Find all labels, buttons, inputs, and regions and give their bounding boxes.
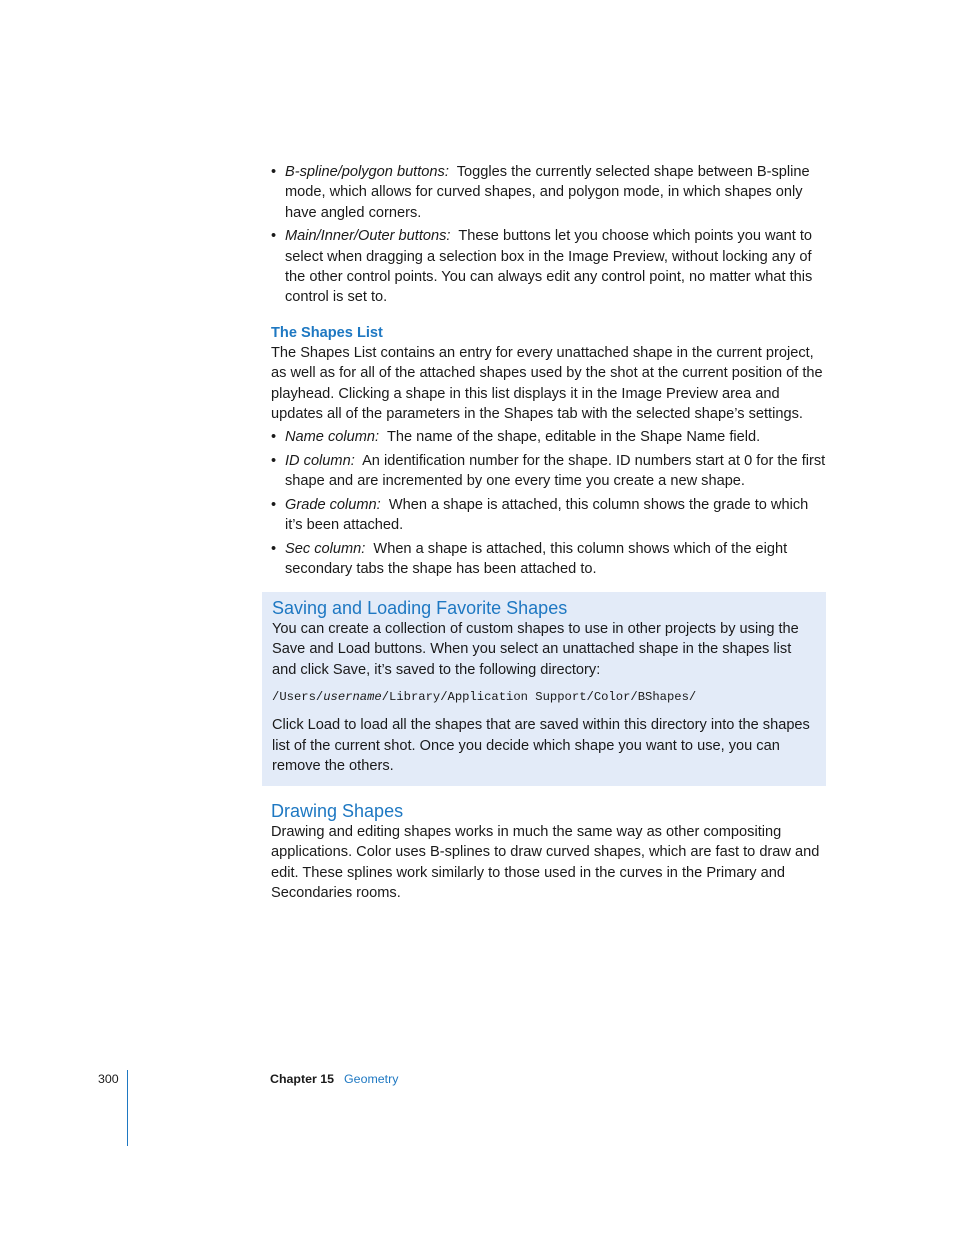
bullet-text: The name of the shape, editable in the Shape Name field.	[386, 429, 761, 446]
path-suffix: /Library/Application Support/Color/BShapes/	[381, 690, 697, 705]
drawing-shapes-section	[271, 800, 827, 904]
page-number: 300	[98, 1072, 119, 1086]
chapter-footer	[270, 1072, 398, 1086]
bullet-text: When a shape is attached, this column shows which of the eight secondary tabs the shape has been attached to.	[285, 540, 788, 577]
chapter-label: Chapter 15	[270, 1072, 335, 1086]
list-item: • Main/Inner/Outer buttons: These buttons let you choose which points you want to select when dragging a selection box in the Image Preview, without locking any of the other control points. You can always edit any control point, no matter what this control is set to.	[271, 228, 813, 306]
drawing-shapes-para: Drawing and editing shapes works in much the same way as other compositing applications. Color uses B-splines to draw curved shapes, which are fast to draw and edit. These splines work similarly to those used in the curves in the Primary and Secondaries rooms.	[271, 824, 820, 902]
list-item: • Sec column: When a shape is attached, this column shows which of the eight secondary tabs the shape has been attached to.	[271, 540, 788, 577]
saving-shapes-callout	[262, 592, 826, 786]
saving-shapes-para: You can create a collection of custom shapes to use in other projects by using the Save and Load buttons. When you select an unattached shape in the shapes list and click Save, it’s saved to the following directory:	[272, 621, 799, 678]
footer-divider	[127, 1070, 128, 1146]
bullet-term: Sec column:	[285, 540, 366, 557]
bullet-term: ID column:	[285, 452, 355, 469]
bullet-term: Main/Inner/Outer buttons:	[285, 228, 451, 245]
list-item: • Name column: The name of the shape, editable in the Shape Name field.	[271, 429, 761, 446]
button-descriptions-list	[271, 162, 827, 308]
load-shapes-para: Click Load to load all the shapes that are saved within this directory into the shapes list of the current shot. Once you decide which shape you want to use, you can remove the others.	[272, 717, 810, 775]
bullet-term: Name column:	[285, 429, 380, 446]
bullet-term: Grade column:	[285, 496, 381, 513]
page-content	[271, 162, 827, 582]
path-prefix: /Users/	[272, 690, 324, 705]
list-item: • ID column: An identification number for the shape. ID numbers start at 0 for the first shape and are incremented by one every time you create a new shape.	[271, 452, 826, 490]
list-item: • B-spline/polygon buttons: Toggles the currently selected shape between B-spline mode, which allows for curved shapes, and polygon mode, in which shapes only have angled corners.	[271, 164, 810, 221]
bullet-text: Toggles the currently selected shape between B-spline mode, which allows for curved shapes, and polygon mode, in which shapes only have angled corners.	[285, 164, 810, 221]
bullet-term: B-spline/polygon buttons:	[285, 164, 449, 180]
list-item: • Grade column: When a shape is attached, this column shows the grade to which it’s been attached.	[271, 496, 809, 534]
shapes-list-intro: The Shapes List contains an entry for every unattached shape in the current project, as well as for all of the attached shapes used by the shot at the current position of the playhead. Clicking a shape in this list displays it in the Image Preview area and updates all of the parameters in the Shapes tab with the selected shape’s settings.	[271, 344, 823, 423]
bullet-text: An identification number for the shape. ID numbers start at 0 for the first shape and are incremented by one every time you create a new shape.	[285, 452, 826, 490]
shapes-list-heading: The Shapes List	[271, 324, 383, 341]
path-username: username	[323, 690, 382, 705]
column-descriptions-list	[271, 427, 827, 579]
chapter-title: Geometry	[344, 1072, 399, 1086]
bullet-text: These buttons let you choose which points you want to select when dragging a selection box in the Image Preview, without locking any of the other control points. You can always edit any control point, no matter what this control is set to.	[285, 228, 813, 306]
bullet-text: When a shape is attached, this column shows the grade to which it’s been attached.	[285, 496, 809, 534]
saving-shapes-heading: Saving and Loading Favorite Shapes	[272, 598, 568, 618]
drawing-shapes-heading: Drawing Shapes	[271, 801, 404, 821]
directory-path	[272, 688, 812, 706]
